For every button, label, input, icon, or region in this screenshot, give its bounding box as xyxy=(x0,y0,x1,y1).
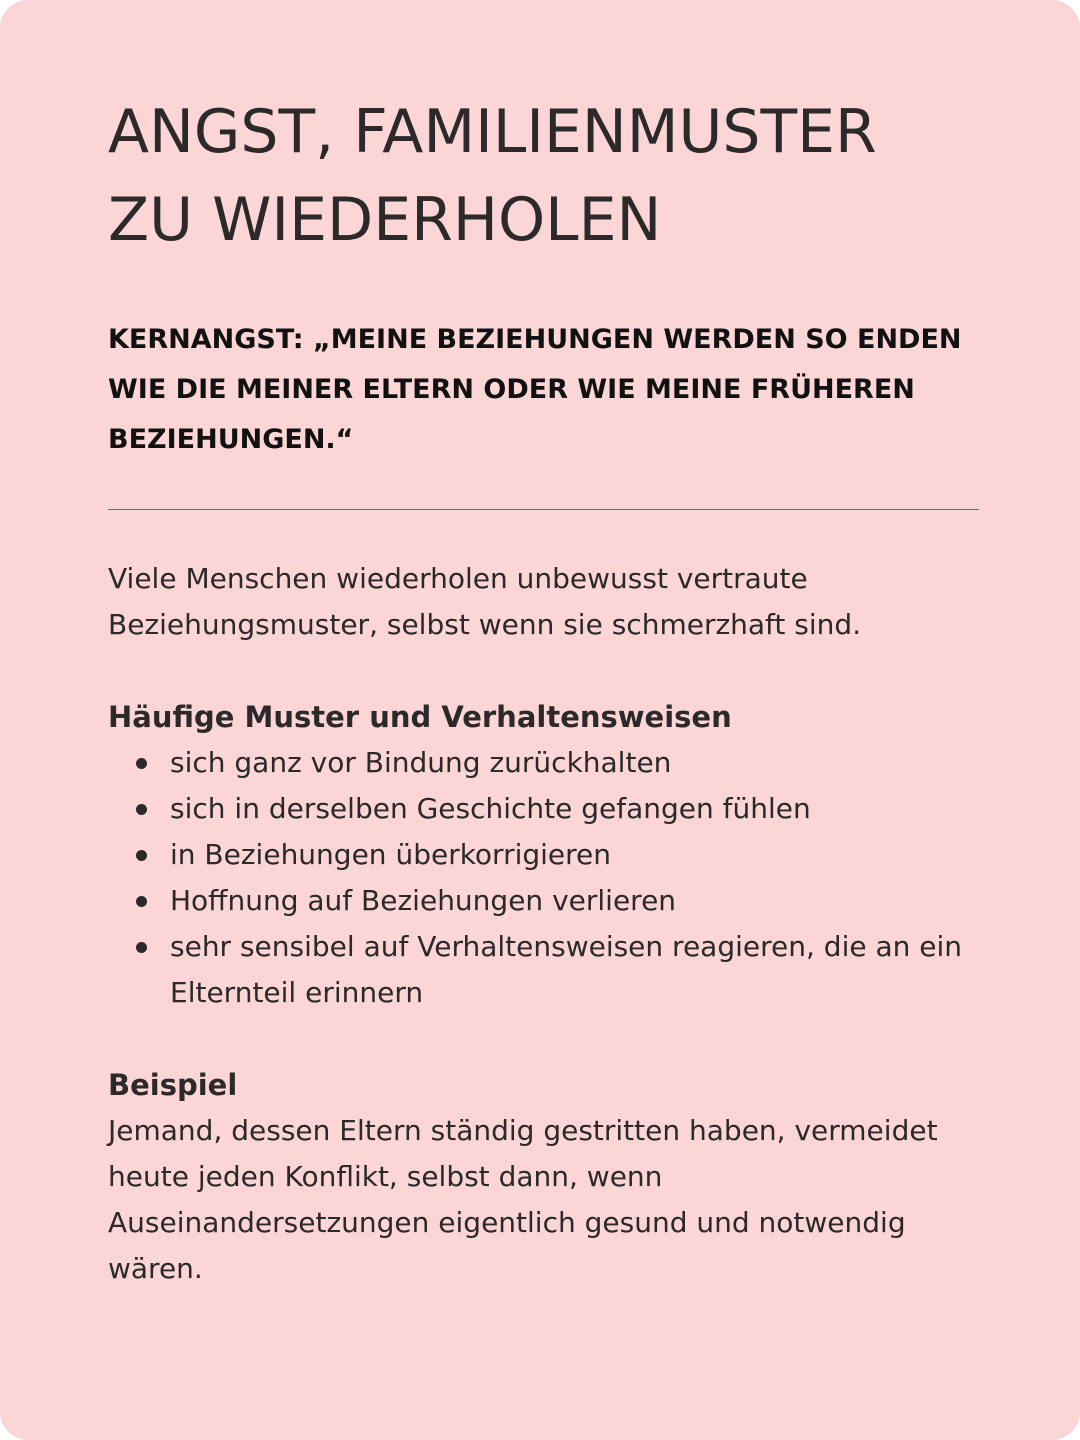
intro-paragraph: Viele Menschen wiederholen unbewusst vertraute Beziehungsmuster, selbst wenn sie schmerzhaft sind. xyxy=(108,562,862,641)
example-paragraph: Jemand, dessen Eltern ständig gestritten haben, vermeidet heute jeden Konflikt, selbst dann, wenn Auseinandersetzungen eigentlich gesund und notwendig wären. xyxy=(108,1114,938,1285)
list-item-text: in Beziehungen überkorrigieren xyxy=(170,838,612,871)
bullet-icon xyxy=(136,896,147,907)
list-item-text: Hoffnung auf Beziehungen verlieren xyxy=(170,884,677,917)
bullet-icon xyxy=(136,942,147,953)
list-item xyxy=(108,832,980,878)
list-item-text: sich in derselben Geschichte gefangen fühlen xyxy=(170,792,811,825)
bullet-icon xyxy=(136,850,147,861)
list-item-text: sehr sensibel auf Verhaltensweisen reagieren, die an ein Elternteil erinnern xyxy=(170,930,963,1009)
core-fear-subtitle: KERNANGST: „MEINE BEZIEHUNGEN WERDEN SO ENDEN WIE DIE MEINER ELTERN ODER WIE MEINE FRÜHEREN BEZIEHUNGEN.“ xyxy=(108,324,962,455)
bullet-icon xyxy=(136,804,147,815)
list-item-text: sich ganz vor Bindung zurückhalten xyxy=(170,746,672,779)
patterns-heading: Häufige Muster und Verhaltensweisen xyxy=(108,700,732,734)
list-item xyxy=(108,878,980,924)
page-title: ANGST, FAMILIENMUSTER ZU WIEDERHOLEN xyxy=(108,97,877,255)
bullet-icon xyxy=(136,758,147,769)
list-item xyxy=(108,924,980,1016)
divider xyxy=(108,509,979,510)
patterns-list xyxy=(108,740,980,1016)
example-heading: Beispiel xyxy=(108,1068,238,1102)
list-item xyxy=(108,740,980,786)
list-item xyxy=(108,786,980,832)
